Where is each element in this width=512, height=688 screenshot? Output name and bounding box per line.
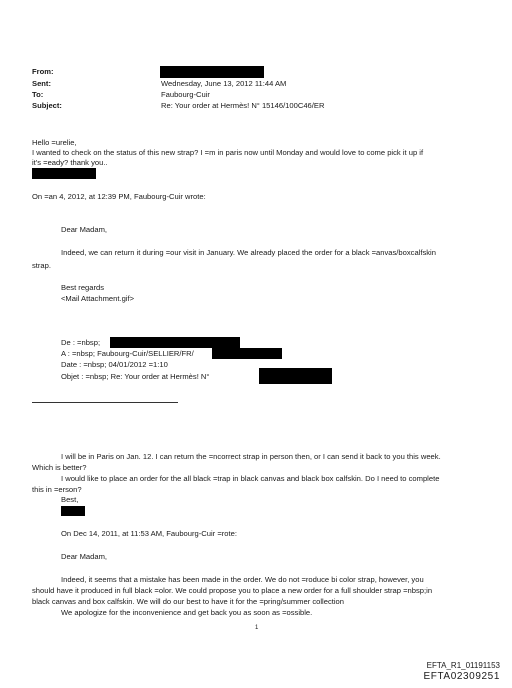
redaction-fwd-a (212, 348, 282, 359)
greeting: Hello =urelie, (32, 138, 77, 147)
sent-value: Wednesday, June 13, 2012 11:44 AM (161, 79, 287, 88)
reply2-line-1: Indeed, it seems that a mistake has been made in the order. We do not =roduce bi color strap, however, you (61, 575, 424, 584)
mail-attachment: <Mail Attachment.gif> (61, 294, 135, 303)
dear-madam-2: Dear Madam, (61, 552, 108, 561)
from-label: From: (32, 67, 54, 76)
fwd-date: Date : =nbsp; 04/01/2012 =1:10 (61, 360, 168, 369)
fwd-objet: Objet : =nbsp; Re: Your order at Hermès! N° (61, 372, 210, 381)
separator-line (32, 402, 178, 403)
para2-line-3: I would like to place an order for the all black =trap in black canvas and black box calfskin. Do I need to complete (61, 474, 440, 483)
redaction-fwd-objet (259, 368, 332, 384)
best-regards: Best regards (61, 283, 105, 292)
redaction-signature-2 (61, 506, 85, 516)
redaction-fwd-de (110, 337, 240, 348)
para2-line-4: this in =erson? (32, 485, 82, 494)
footer-ref-2: EFTA02309251 (423, 671, 500, 682)
subject-label: Subject: (32, 101, 62, 110)
reply1-line-1: Indeed, we can return it during =our visit in January. We already placed the order for a black =anvas/boxcalfskin (61, 248, 436, 257)
dear-madam-1: Dear Madam, (61, 225, 108, 234)
body-line-2: it's =eady? thank you.. (32, 158, 108, 167)
redaction-from (160, 66, 264, 78)
body-line-1: I wanted to check on the status of this new strap? I =m in paris now until Monday and would love to come pick it up if (32, 148, 424, 157)
reply2-line-2: should have it produced in full black =olor. We could propose you to place a new order for a full shoulder strap =nbsp;in (32, 586, 433, 595)
subject-value: Re: Your order at Hermès! N° 15146/100C46/ER (161, 101, 325, 110)
para2-line-2: Which is better? (32, 463, 87, 472)
redaction-signature-1 (32, 168, 96, 179)
sent-label: Sent: (32, 79, 51, 88)
best-closing: Best, (61, 495, 79, 504)
fwd-a: A : =nbsp; Faubourg-Cuir/SELLIER/FR/ (61, 349, 194, 358)
para2-line-1: I will be in Paris on Jan. 12. I can return the =ncorrect strap in person then, or I can send it back to you this week. (61, 452, 441, 461)
quote-header-2: On Dec 14, 2011, at 11:53 AM, Faubourg-Cuir =rote: (61, 529, 237, 538)
footer-ref-1: EFTA_R1_01191153 (426, 661, 500, 670)
reply2-line-4: We apologize for the inconvenience and get back you as soon as =ossible. (61, 608, 313, 617)
page-number: 1 (255, 625, 259, 631)
fwd-de: De : =nbsp; (61, 338, 101, 347)
reply1-line-2: strap. (32, 261, 51, 270)
to-label: To: (32, 90, 44, 99)
reply2-line-3: black canvas and box calfskin. We will do our best to have it for the =pring/summer collection (32, 597, 344, 606)
to-value: Faubourg-Cuir (161, 90, 210, 99)
quote-header-1: On =an 4, 2012, at 12:39 PM, Faubourg-Cuir wrote: (32, 192, 206, 201)
